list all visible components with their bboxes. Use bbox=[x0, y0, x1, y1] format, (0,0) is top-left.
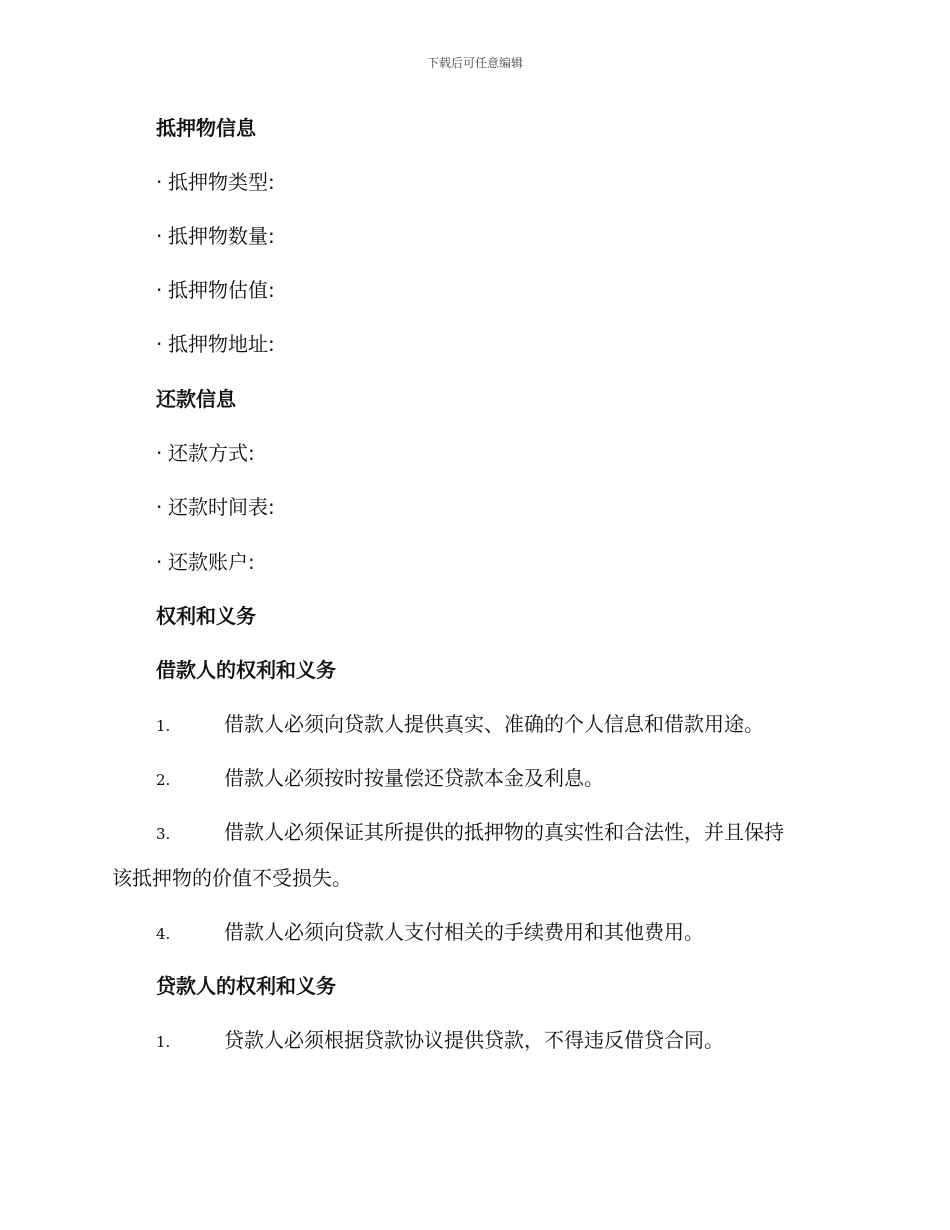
item-text: 借款人必须向贷款人支付相关的手续费用和其他费用。 bbox=[224, 920, 704, 944]
lender-heading: 贷款人的权利和义务 bbox=[156, 974, 336, 998]
repayment-item-schedule bbox=[156, 493, 275, 521]
rights-heading: 权利和义务 bbox=[156, 604, 256, 628]
bullet: · bbox=[156, 441, 163, 465]
repayment-item-method bbox=[156, 439, 255, 467]
collateral-item-label: 抵押物地址: bbox=[168, 332, 275, 356]
bullet: · bbox=[156, 224, 163, 248]
item-number: 1. bbox=[156, 1033, 171, 1051]
collateral-item-type bbox=[156, 168, 275, 196]
item-text: 借款人必须保证其所提供的抵押物的真实性和合法性，并且保持 bbox=[224, 820, 784, 844]
repayment-item-label: 还款账户: bbox=[168, 550, 255, 574]
borrower-heading: 借款人的权利和义务 bbox=[156, 658, 336, 682]
bullet: · bbox=[156, 278, 163, 302]
collateral-item-address bbox=[156, 330, 275, 358]
collateral-item-quantity bbox=[156, 222, 275, 250]
bullet: · bbox=[156, 495, 163, 519]
bullet: · bbox=[156, 170, 163, 194]
repayment-item-label: 还款方式: bbox=[168, 441, 255, 465]
item-number: 4. bbox=[156, 925, 171, 943]
item-number: 2. bbox=[156, 771, 171, 789]
repayment-item-label: 还款时间表: bbox=[168, 495, 275, 519]
collateral-item-label: 抵押物数量: bbox=[168, 224, 275, 248]
collateral-heading: 抵押物信息 bbox=[156, 116, 256, 140]
bullet: · bbox=[156, 550, 163, 574]
item-number: 1. bbox=[156, 717, 171, 735]
item-text: 贷款人必须根据贷款协议提供贷款，不得违反借贷合同。 bbox=[224, 1028, 724, 1052]
item-text-continuation: 该抵押物的价值不受损失。 bbox=[112, 866, 352, 890]
collateral-item-valuation bbox=[156, 276, 275, 304]
item-number: 3. bbox=[156, 825, 171, 843]
header-note: 下载后可任意编辑 bbox=[426, 56, 523, 70]
bullet: · bbox=[156, 332, 163, 356]
item-text: 借款人必须向贷款人提供真实、准确的个人信息和借款用途。 bbox=[224, 712, 764, 736]
collateral-item-label: 抵押物类型: bbox=[168, 170, 275, 194]
collateral-item-label: 抵押物估值: bbox=[168, 278, 275, 302]
item-text: 借款人必须按时按量偿还贷款本金及利息。 bbox=[224, 766, 604, 790]
repayment-heading: 还款信息 bbox=[156, 387, 236, 411]
repayment-item-account bbox=[156, 548, 255, 576]
